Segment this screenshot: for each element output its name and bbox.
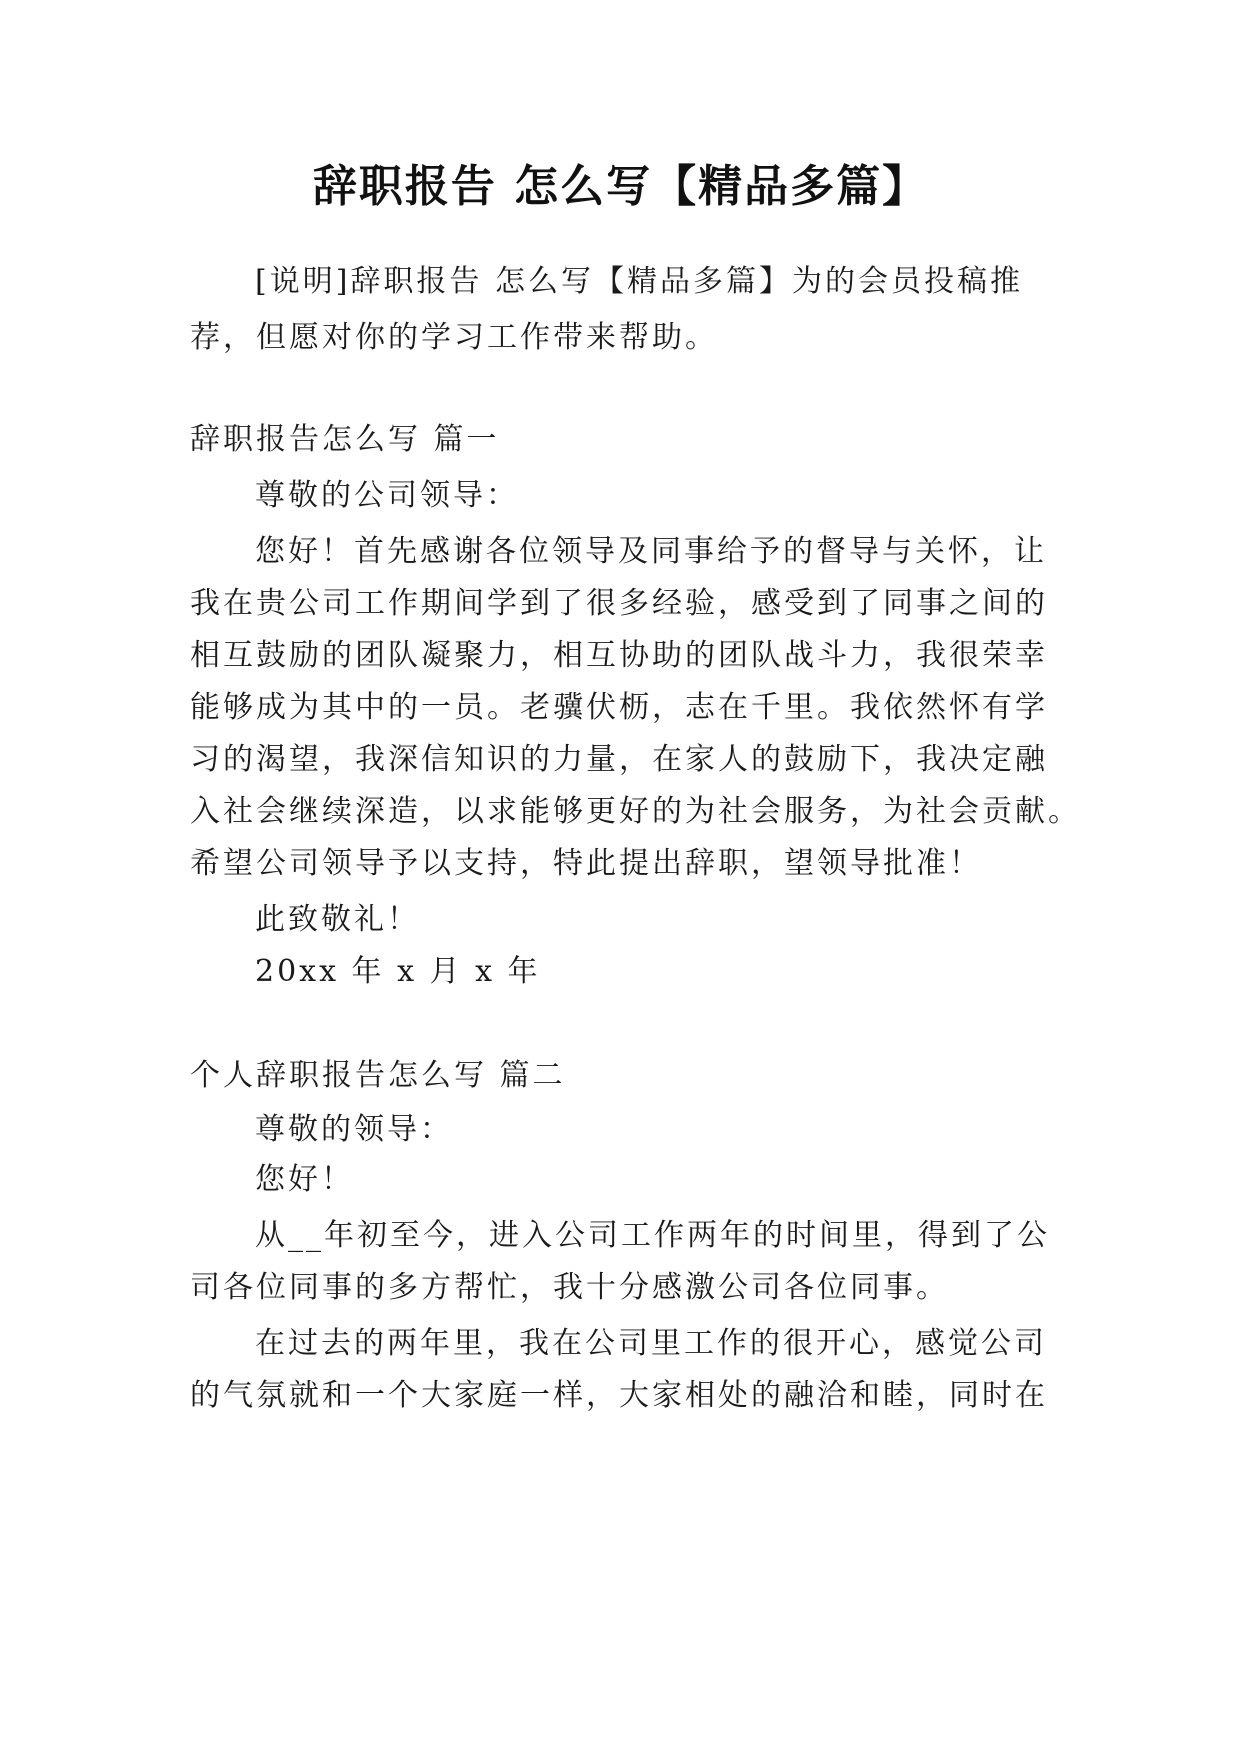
body-line: 入社会继续深造，以求能够更好的为社会服务，为社会贡献。 [190, 794, 1081, 829]
body-line: 能够成为其中的一员。老骥伏枥，志在千里。我依然怀有学 [190, 690, 1048, 725]
closing-line: 此致敬礼！ [255, 902, 420, 937]
date-line: 20xx 年 x 月 x 年 [255, 954, 541, 989]
greeting-line: 您好！ [255, 1162, 354, 1197]
body-line: 在过去的两年里，我在公司里工作的很开心，感觉公司 [255, 1326, 1047, 1361]
body-line: 的气氛就和一个大家庭一样，大家相处的融洽和睦，同时在 [190, 1378, 1048, 1413]
section-heading-1: 辞职报告怎么写 篇一 [190, 422, 500, 457]
document-title: 辞职报告 怎么写【精品多篇】 [312, 161, 929, 212]
body-line: 希望公司领导予以支持，特此提出辞职，望领导批准！ [190, 846, 982, 881]
body-line: 从__年初至今，进入公司工作两年的时间里，得到了公 [255, 1218, 1050, 1253]
body-line: 我在贵公司工作期间学到了很多经验，感受到了同事之间的 [190, 586, 1048, 621]
intro-line-2: 荐，但愿对你的学习工作带来帮助。 [190, 320, 718, 355]
body-line: 司各位同事的多方帮忙，我十分感激公司各位同事。 [190, 1270, 949, 1305]
body-line: 习的渴望，我深信知识的力量，在家人的鼓励下，我决定融 [190, 742, 1048, 777]
body-line: 您好！首先感谢各位领导及同事给予的督导与关怀，让 [255, 534, 1047, 569]
intro-line-1: [说明]辞职报告 怎么写【精品多篇】为的会员投稿推 [255, 264, 1023, 299]
salutation-1: 尊敬的公司领导： [255, 478, 519, 513]
salutation-2: 尊敬的领导： [255, 1112, 453, 1147]
body-line: 相互鼓励的团队凝聚力，相互协助的团队战斗力，我很荣幸 [190, 638, 1048, 673]
section-heading-2: 个人辞职报告怎么写 篇二 [190, 1058, 566, 1093]
